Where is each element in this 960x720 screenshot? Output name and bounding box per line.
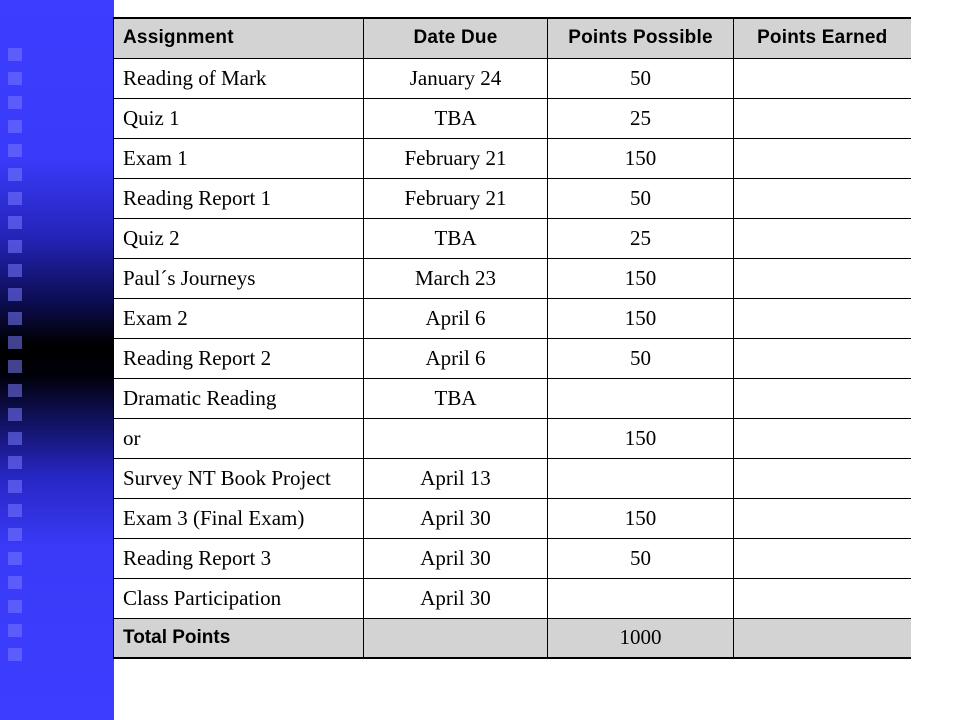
- cell-date-due: April 30: [364, 498, 548, 538]
- cell-points-possible: 50: [548, 178, 734, 218]
- table-row: [114, 98, 911, 138]
- cell-date-due: April 6: [364, 298, 548, 338]
- cell-points-possible: [548, 458, 734, 498]
- cell-date-due: April 30: [364, 578, 548, 618]
- cell-assignment: Reading Report 2: [114, 338, 364, 378]
- cell-points-possible: 25: [548, 98, 734, 138]
- decorative-square: [8, 216, 22, 229]
- cell-points-possible: 150: [548, 138, 734, 178]
- cell-assignment: Paul´s Journeys: [114, 258, 364, 298]
- header-date-due: Date Due: [364, 18, 548, 58]
- decorative-square: [8, 576, 22, 589]
- cell-points-possible: 150: [548, 258, 734, 298]
- decorative-square: [8, 480, 22, 493]
- decorative-square: [8, 456, 22, 469]
- cell-points-earned: [734, 538, 911, 578]
- cell-date-due: March 23: [364, 258, 548, 298]
- table-row: [114, 538, 911, 578]
- decorative-square: [8, 48, 22, 61]
- header-points-earned: Points Earned: [734, 18, 911, 58]
- cell-assignment: Survey NT Book Project: [114, 458, 364, 498]
- table-row: [114, 458, 911, 498]
- cell-assignment: Exam 2: [114, 298, 364, 338]
- table-row: [114, 578, 911, 618]
- decorative-side-band: [0, 0, 114, 720]
- table-header-row: [114, 18, 911, 58]
- decorative-square: [8, 384, 22, 397]
- decorative-square: [8, 192, 22, 205]
- decorative-square: [8, 72, 22, 85]
- cell-points-possible: 50: [548, 338, 734, 378]
- decorative-square: [8, 408, 22, 421]
- decorative-square: [8, 264, 22, 277]
- decorative-square: [8, 648, 22, 661]
- decorative-square: [8, 504, 22, 517]
- table-row: [114, 418, 911, 458]
- cell-assignment: Reading Report 3: [114, 538, 364, 578]
- cell-points-possible: 150: [548, 418, 734, 458]
- header-assignment: Assignment: [114, 18, 364, 58]
- cell-points-earned: [734, 578, 911, 618]
- cell-date-due: February 21: [364, 178, 548, 218]
- cell-points-earned: [734, 298, 911, 338]
- cell-points-possible: 150: [548, 498, 734, 538]
- decorative-square: [8, 240, 22, 253]
- cell-points-possible: 25: [548, 218, 734, 258]
- total-label: Total Points: [114, 618, 364, 658]
- decorative-square: [8, 120, 22, 133]
- cell-date-due: TBA: [364, 218, 548, 258]
- cell-assignment: Quiz 1: [114, 98, 364, 138]
- table-row: [114, 298, 911, 338]
- cell-date-due: April 30: [364, 538, 548, 578]
- total-row: [114, 618, 911, 658]
- table-row: [114, 498, 911, 538]
- cell-points-earned: [734, 218, 911, 258]
- table-row: [114, 58, 911, 98]
- cell-points-earned: [734, 258, 911, 298]
- decorative-square: [8, 624, 22, 637]
- decorative-square: [8, 168, 22, 181]
- table-row: [114, 378, 911, 418]
- decorative-square: [8, 600, 22, 613]
- decorative-square: [8, 336, 22, 349]
- cell-assignment: Reading Report 1: [114, 178, 364, 218]
- decorative-square: [8, 552, 22, 565]
- cell-points-possible: [548, 378, 734, 418]
- total-date-due: [364, 618, 548, 658]
- cell-points-earned: [734, 338, 911, 378]
- table-row: [114, 218, 911, 258]
- cell-date-due: April 13: [364, 458, 548, 498]
- decorative-square: [8, 288, 22, 301]
- cell-date-due: TBA: [364, 378, 548, 418]
- cell-points-earned: [734, 178, 911, 218]
- cell-points-earned: [734, 418, 911, 458]
- header-points-possible: Points Possible: [548, 18, 734, 58]
- decorative-square: [8, 432, 22, 445]
- cell-assignment: or: [114, 418, 364, 458]
- decorative-square: [8, 144, 22, 157]
- cell-points-earned: [734, 378, 911, 418]
- cell-assignment: Quiz 2: [114, 218, 364, 258]
- cell-points-earned: [734, 98, 911, 138]
- cell-date-due: TBA: [364, 98, 548, 138]
- table-row: [114, 338, 911, 378]
- decorative-square: [8, 96, 22, 109]
- cell-points-possible: 50: [548, 58, 734, 98]
- cell-date-due: February 21: [364, 138, 548, 178]
- decorative-square: [8, 360, 22, 373]
- cell-points-possible: 150: [548, 298, 734, 338]
- table-row: [114, 138, 911, 178]
- decorative-square: [8, 312, 22, 325]
- total-points-possible: 1000: [548, 618, 734, 658]
- cell-points-possible: 50: [548, 538, 734, 578]
- cell-points-earned: [734, 458, 911, 498]
- cell-assignment: Dramatic Reading: [114, 378, 364, 418]
- cell-assignment: Exam 1: [114, 138, 364, 178]
- assignments-table: [113, 17, 911, 659]
- cell-assignment: Reading of Mark: [114, 58, 364, 98]
- cell-date-due: January 24: [364, 58, 548, 98]
- table-row: [114, 258, 911, 298]
- cell-date-due: April 6: [364, 338, 548, 378]
- decorative-square: [8, 528, 22, 541]
- cell-points-possible: [548, 578, 734, 618]
- cell-points-earned: [734, 498, 911, 538]
- cell-assignment: Exam 3 (Final Exam): [114, 498, 364, 538]
- total-points-earned: [734, 618, 911, 658]
- cell-points-earned: [734, 58, 911, 98]
- cell-date-due: [364, 418, 548, 458]
- table-row: [114, 178, 911, 218]
- cell-points-earned: [734, 138, 911, 178]
- cell-assignment: Class Participation: [114, 578, 364, 618]
